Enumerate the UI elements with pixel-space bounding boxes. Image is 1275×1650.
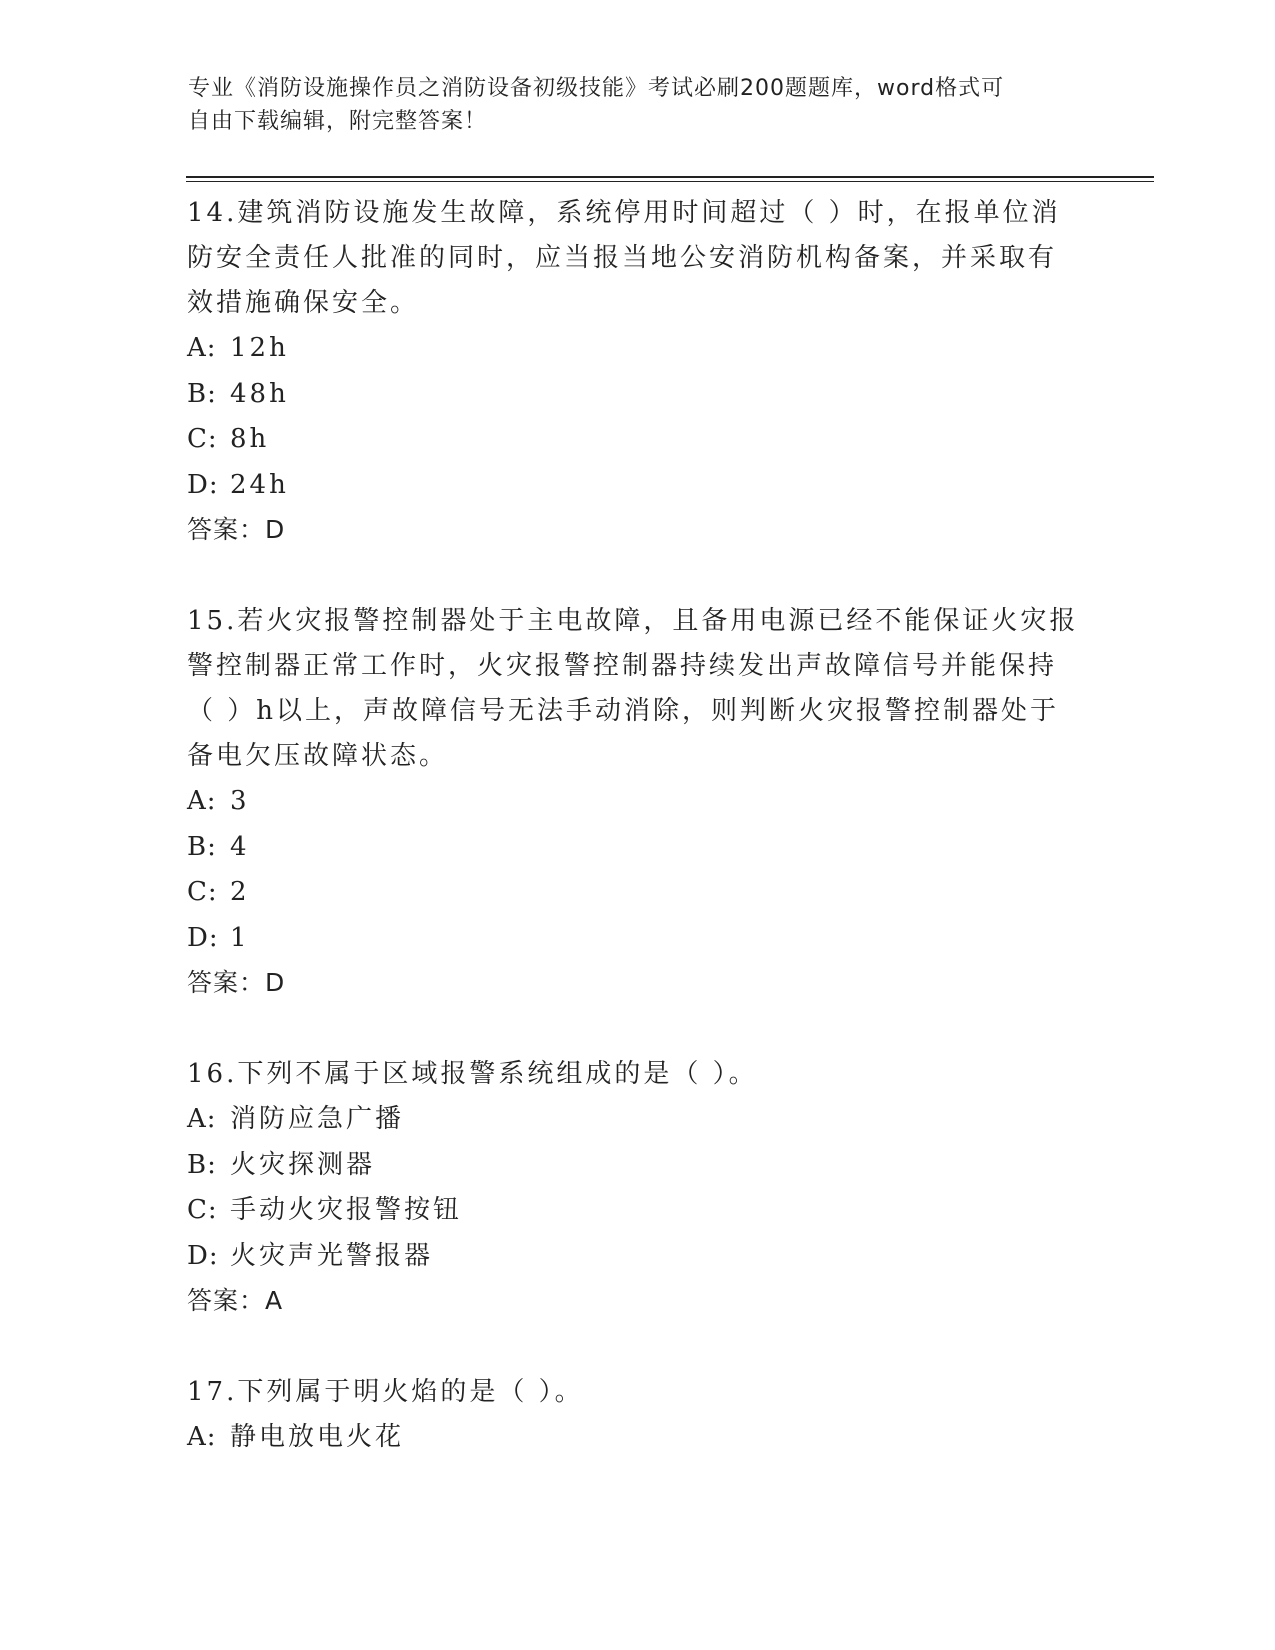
option-text: 3 bbox=[230, 786, 250, 816]
option-c bbox=[187, 417, 1087, 463]
option-text: 静电放电火花 bbox=[230, 1422, 405, 1452]
question-17 bbox=[187, 1368, 1087, 1461]
option-label: A: bbox=[187, 1422, 217, 1452]
option-d bbox=[187, 916, 1087, 962]
stem-line: 14.建筑消防设施发生故障，系统停用时间超过（ ）时，在报单位消 bbox=[187, 198, 1061, 228]
option-text: 1 bbox=[230, 922, 250, 953]
option-label: A: bbox=[187, 333, 217, 363]
option-text: 4 bbox=[230, 831, 250, 862]
option-label: A: bbox=[187, 786, 217, 816]
header-divider-thin bbox=[186, 181, 1154, 182]
option-label: B: bbox=[187, 1149, 217, 1180]
question-stem bbox=[187, 1050, 1087, 1097]
stem-line: 16.下列不属于区域报警系统组成的是（ ）。 bbox=[187, 1059, 758, 1089]
option-label: A: bbox=[187, 1104, 217, 1134]
option-label: D: bbox=[187, 922, 219, 953]
header-line-2: 自由下载编辑，附完整答案！ bbox=[188, 109, 488, 134]
answer-line: 答案：A bbox=[187, 1286, 284, 1315]
answer-line: 答案：D bbox=[187, 968, 286, 997]
option-text: 48h bbox=[230, 378, 289, 409]
question-spacer bbox=[187, 552, 1087, 597]
option-b bbox=[187, 372, 1087, 418]
stem-line: （ ）h以上，声故障信号无法手动消除，则判断火灾报警控制器处于 bbox=[187, 696, 1060, 726]
stem-line: 效措施确保安全。 bbox=[187, 288, 420, 318]
option-c bbox=[187, 870, 1087, 916]
question-list bbox=[187, 189, 1087, 1461]
option-text: 24h bbox=[230, 469, 289, 500]
option-text: 消防应急广播 bbox=[230, 1104, 405, 1134]
question-spacer bbox=[187, 1005, 1087, 1050]
answer-line: 答案：D bbox=[187, 515, 286, 544]
stem-line: 防安全责任人批准的同时，应当报当地公安消防机构备案，并采取有 bbox=[187, 243, 1058, 273]
option-label: C: bbox=[187, 424, 218, 454]
option-label: B: bbox=[187, 831, 217, 862]
question-16 bbox=[187, 1050, 1087, 1323]
option-label: B: bbox=[187, 378, 217, 409]
stem-line: 警控制器正常工作时，火灾报警控制器持续发出声故障信号并能保持 bbox=[187, 651, 1058, 681]
question-stem bbox=[187, 1368, 1087, 1415]
header-line-1: 专业《消防设施操作员之消防设备初级技能》考试必刷200题题库，word格式可 bbox=[188, 76, 1005, 101]
option-text: 8h bbox=[230, 424, 270, 454]
option-text: 火灾探测器 bbox=[230, 1149, 376, 1180]
option-text: 12h bbox=[230, 333, 289, 363]
option-label: C: bbox=[187, 877, 218, 907]
option-a bbox=[187, 326, 1087, 372]
question-spacer bbox=[187, 1323, 1087, 1368]
option-d bbox=[187, 1234, 1087, 1280]
question-stem bbox=[187, 189, 1087, 326]
option-a bbox=[187, 779, 1087, 825]
header-divider-thick bbox=[186, 176, 1154, 178]
option-text: 手动火灾报警按钮 bbox=[230, 1195, 463, 1225]
question-stem bbox=[187, 597, 1087, 779]
question-14 bbox=[187, 189, 1087, 552]
document-header bbox=[188, 72, 1088, 138]
option-b bbox=[187, 1143, 1087, 1189]
question-15 bbox=[187, 597, 1087, 1005]
option-a bbox=[187, 1415, 1087, 1461]
option-label: D: bbox=[187, 1240, 219, 1271]
option-label: D: bbox=[187, 469, 219, 500]
option-d bbox=[187, 463, 1087, 509]
stem-line: 17.下列属于明火焰的是（ ）。 bbox=[187, 1377, 584, 1407]
option-c bbox=[187, 1188, 1087, 1234]
option-b bbox=[187, 825, 1087, 871]
stem-line: 15.若火灾报警控制器处于主电故障，且备用电源已经不能保证火灾报 bbox=[187, 606, 1079, 636]
option-text: 火灾声光警报器 bbox=[230, 1240, 434, 1271]
stem-line: 备电欠压故障状态。 bbox=[187, 741, 449, 771]
option-text: 2 bbox=[230, 877, 250, 907]
option-a bbox=[187, 1097, 1087, 1143]
option-label: C: bbox=[187, 1195, 218, 1225]
